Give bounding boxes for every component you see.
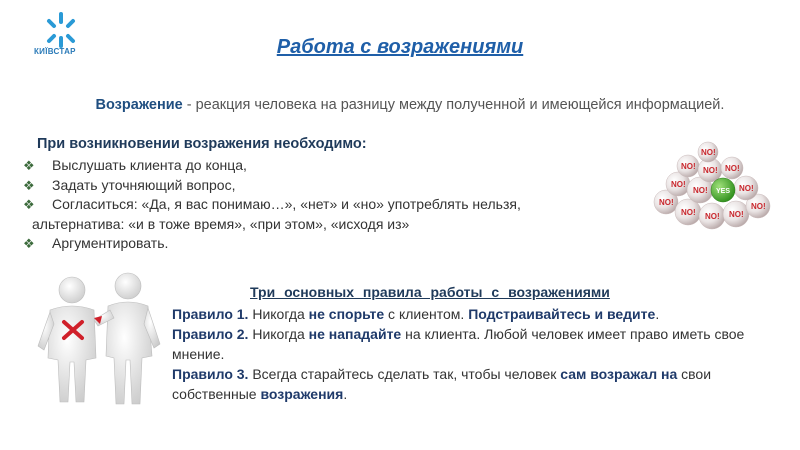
- no-label: NO!: [693, 186, 708, 195]
- no-label: NO!: [671, 180, 686, 189]
- rules-list: [172, 304, 792, 404]
- list-item-continuation: [20, 215, 650, 235]
- rule-1: [172, 304, 792, 324]
- yes-label: YES: [716, 188, 731, 195]
- no-label: NO!: [705, 212, 720, 221]
- list-item: [20, 195, 650, 215]
- list-item-text: Аргументировать.: [52, 235, 169, 251]
- rule-emphasis: не нападайте: [308, 326, 402, 342]
- list-item: [20, 234, 650, 254]
- rule-text: Никогда: [248, 326, 309, 342]
- rule-emphasis: возражения: [260, 386, 344, 402]
- rule-3: [172, 364, 792, 404]
- list-item-text: Задать уточняющий вопрос,: [52, 176, 236, 193]
- continuation-text: альтернатива: «и в тоже время», «при этом», «исходя из»: [32, 215, 410, 232]
- no-label: NO!: [725, 164, 740, 173]
- no-label: NO!: [729, 210, 744, 219]
- logo-text: КИЇВСТАР: [34, 47, 76, 56]
- no-label: NO!: [701, 148, 716, 157]
- rule-label: Правило 3.: [172, 366, 249, 382]
- definition: [70, 96, 750, 115]
- definition-term: Возражение: [95, 97, 183, 113]
- no-label: NO!: [703, 166, 718, 175]
- list-item-text: Согласиться: «Да, я вас понимаю…», «нет» и «но» употреблять нельзя,: [52, 196, 521, 212]
- rule-text: Всегда старайтесь сделать так, чтобы человек: [248, 366, 561, 382]
- list-item: [20, 176, 650, 196]
- no-label: NO!: [681, 208, 696, 217]
- diamond-bullet-icon: ❖: [23, 177, 35, 193]
- rule-emphasis: не спорьте: [308, 306, 385, 322]
- list-item: [20, 156, 650, 176]
- rule-text: на клиента. Любой человек имеет право иметь свое мнение.: [172, 326, 745, 362]
- no-label: NO!: [739, 184, 754, 193]
- no-label: NO!: [681, 162, 696, 171]
- rule-text: свои собственные: [172, 366, 712, 402]
- no-label: NO!: [659, 198, 674, 207]
- rule-text: .: [343, 386, 348, 402]
- rule-emphasis: Подстраивайтесь и ведите: [468, 306, 656, 322]
- needs-title: При возникновении возражения необходимо:: [37, 136, 367, 152]
- rule-text: .: [655, 306, 660, 322]
- rule-text: с клиентом.: [384, 306, 469, 322]
- needs-list: [20, 156, 650, 254]
- rule-text: Никогда: [248, 306, 309, 322]
- two-men-objection-image: [20, 272, 180, 412]
- rules-title: Три основных правила работы с возражениями: [250, 284, 610, 300]
- rule-label: Правило 2.: [172, 326, 249, 342]
- list-item-text: Выслушать клиента до конца,: [52, 157, 247, 173]
- rule-emphasis: сам возражал на: [560, 366, 678, 382]
- page-title: Работа с возражениями: [276, 36, 524, 58]
- rule-label: Правило 1.: [172, 306, 249, 322]
- no-label: NO!: [751, 202, 766, 211]
- rule-2: [172, 324, 792, 364]
- no-yes-balls-image: [648, 140, 778, 240]
- diamond-bullet-icon: ❖: [23, 197, 35, 212]
- diamond-bullet-icon: ❖: [23, 158, 35, 173]
- definition-text: - реакция человека на разницу между полученной и имеющейся информацией.: [182, 97, 725, 113]
- diamond-bullet-icon: ❖: [23, 236, 35, 251]
